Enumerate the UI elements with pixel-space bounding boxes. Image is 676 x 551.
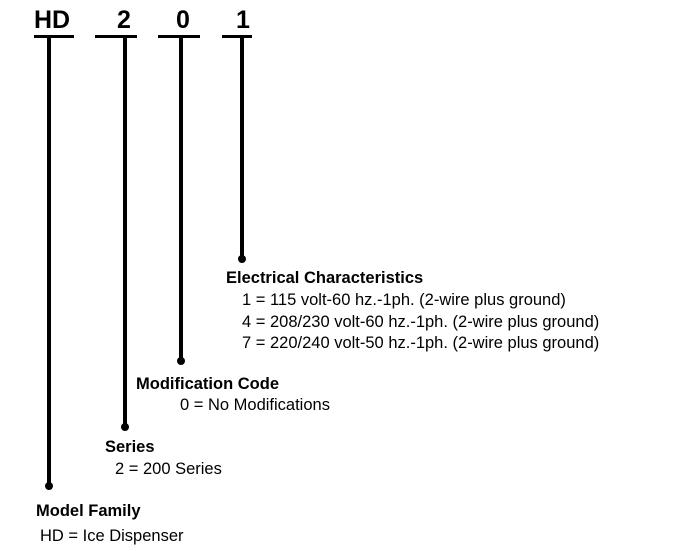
electrical-item-7: 7 = 220/240 volt-50 hz.-1ph. (2-wire plus ground): [242, 334, 600, 352]
code-modification: 0: [176, 6, 190, 34]
electrical-item-1: 1 = 115 volt-60 hz.-1ph. (2-wire plus ground): [242, 291, 566, 309]
connector-family: [47, 38, 51, 486]
code-family: HD: [34, 6, 71, 34]
underline-family: [34, 35, 74, 38]
family-item-hd: HD = Ice Dispenser: [40, 527, 184, 545]
modification-item-0: 0 = No Modifications: [180, 396, 330, 414]
connector-electrical: [240, 38, 244, 259]
series-item-2: 2 = 200 Series: [115, 460, 222, 478]
modification-title: Modification Code: [136, 375, 279, 393]
connector-electrical-end: [238, 255, 246, 263]
code-series: 2: [117, 6, 131, 34]
electrical-item-4: 4 = 208/230 volt-60 hz.-1ph. (2-wire plus ground): [242, 313, 600, 331]
connector-family-end: [45, 482, 53, 490]
connector-series-end: [121, 423, 129, 431]
family-title: Model Family: [36, 502, 141, 520]
code-electrical: 1: [236, 6, 250, 34]
underline-series: [95, 35, 137, 38]
connector-modification-end: [177, 357, 185, 365]
connector-series: [123, 38, 127, 427]
underline-electrical: [222, 35, 252, 38]
connector-modification: [179, 38, 183, 361]
series-title: Series: [105, 438, 155, 456]
electrical-title: Electrical Characteristics: [226, 269, 424, 287]
